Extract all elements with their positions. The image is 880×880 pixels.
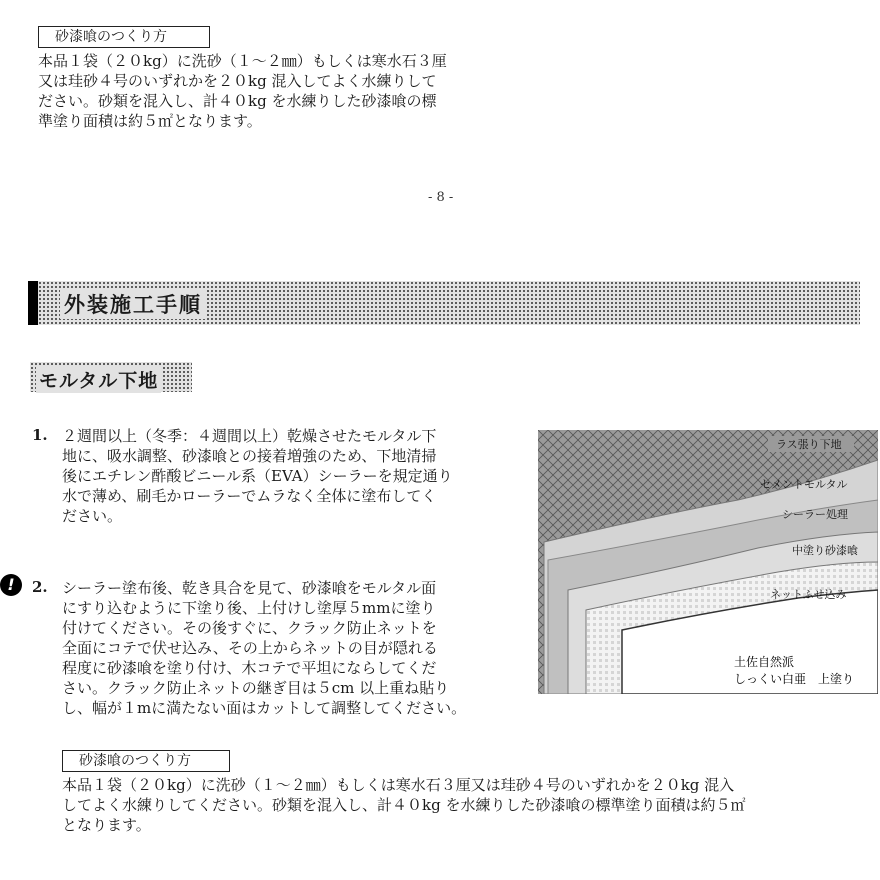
text-line: 又は珪砂４号のいずれかを２０kg 混入してよく水練りして xyxy=(38,72,437,90)
recipe-text-top xyxy=(38,51,447,131)
step-2-text xyxy=(62,578,466,718)
label-net: ネットふせ込み xyxy=(770,588,847,601)
text-line: してよく水練りしてください。砂類を混入し、計４０kg を水練りした砂漆喰の標準塗り面積は約５㎡ xyxy=(62,796,746,814)
step-number: 2. xyxy=(32,578,48,596)
text-line: となります。 xyxy=(62,816,151,834)
step-1-text xyxy=(62,426,453,526)
alert-icon: ! xyxy=(0,574,22,596)
text-line: 後にエチレン酢酸ビニール系（EVA）シーラーを規定通り xyxy=(62,467,453,485)
text-line: 本品１袋（２０kg）に洗砂（１～２㎜）もしくは寒水石３厘 xyxy=(38,52,447,70)
text-line: にすり込むように下塗り後、上付けし塗厚５mmに塗り xyxy=(62,599,436,617)
recipe-box-label-bottom: 砂漆喰のつくり方 xyxy=(62,750,230,772)
text-line: 付けてください。その後すぐに、クラック防止ネットを xyxy=(62,619,437,637)
label-sealer: シーラー処理 xyxy=(782,508,848,521)
text-line: 地に、吸水調整、砂漆喰との接着増強のため、下地清掃 xyxy=(62,447,437,465)
label-cement-mortar: セメントモルタル xyxy=(760,478,848,491)
page-number: - 8 - xyxy=(428,190,454,205)
text-line: ２週間以上（冬季：４週間以上）乾燥させたモルタル下 xyxy=(62,427,437,445)
text-line: 程度に砂漆喰を塗り付け、木コテで平坦にならしてくだ xyxy=(62,659,437,677)
text-line: 全面にコテで伏せ込み、その上からネットの目が隠れる xyxy=(62,639,438,657)
label-lath: ラス張り下地 xyxy=(776,438,842,451)
label-top-coat-line1: 土佐自然派 xyxy=(734,655,795,669)
text-line: 本品１袋（２０kg）に洗砂（１～２㎜）もしくは寒水石３厘又は珪砂４号のいずれかを２０kg 混入 xyxy=(62,776,735,794)
text-line: し、幅が１mに満たない面はカットして調整してください。 xyxy=(62,699,467,717)
subsection-title: モルタル下地 xyxy=(36,366,161,393)
recipe-text-bottom xyxy=(62,775,745,835)
text-line: 準塗り面積は約５㎡となります。 xyxy=(38,112,262,130)
recipe-box-label-top: 砂漆喰のつくり方 xyxy=(38,26,210,48)
section-title: 外装施工手順 xyxy=(60,289,206,319)
text-line: シーラー塗布後、乾き具合を見て、砂漆喰をモルタル面 xyxy=(62,579,437,597)
label-top-coat-line2: しっくい白亜 上塗り xyxy=(734,672,855,686)
text-line: 水で薄め、刷毛かローラーでムラなく全体に塗布してく xyxy=(62,487,437,505)
label-middle-coat: 中塗り砂漆喰 xyxy=(792,544,858,557)
step-number: 1. xyxy=(32,426,48,444)
text-line: さい。クラック防止ネットの継ぎ目は５cm 以上重ね貼り xyxy=(62,679,450,697)
text-line: ださい。砂類を混入し、計４０kg を水練りした砂漆喰の標 xyxy=(38,92,437,110)
wall-layer-diagram xyxy=(538,430,878,694)
text-line: ださい。 xyxy=(62,507,123,525)
